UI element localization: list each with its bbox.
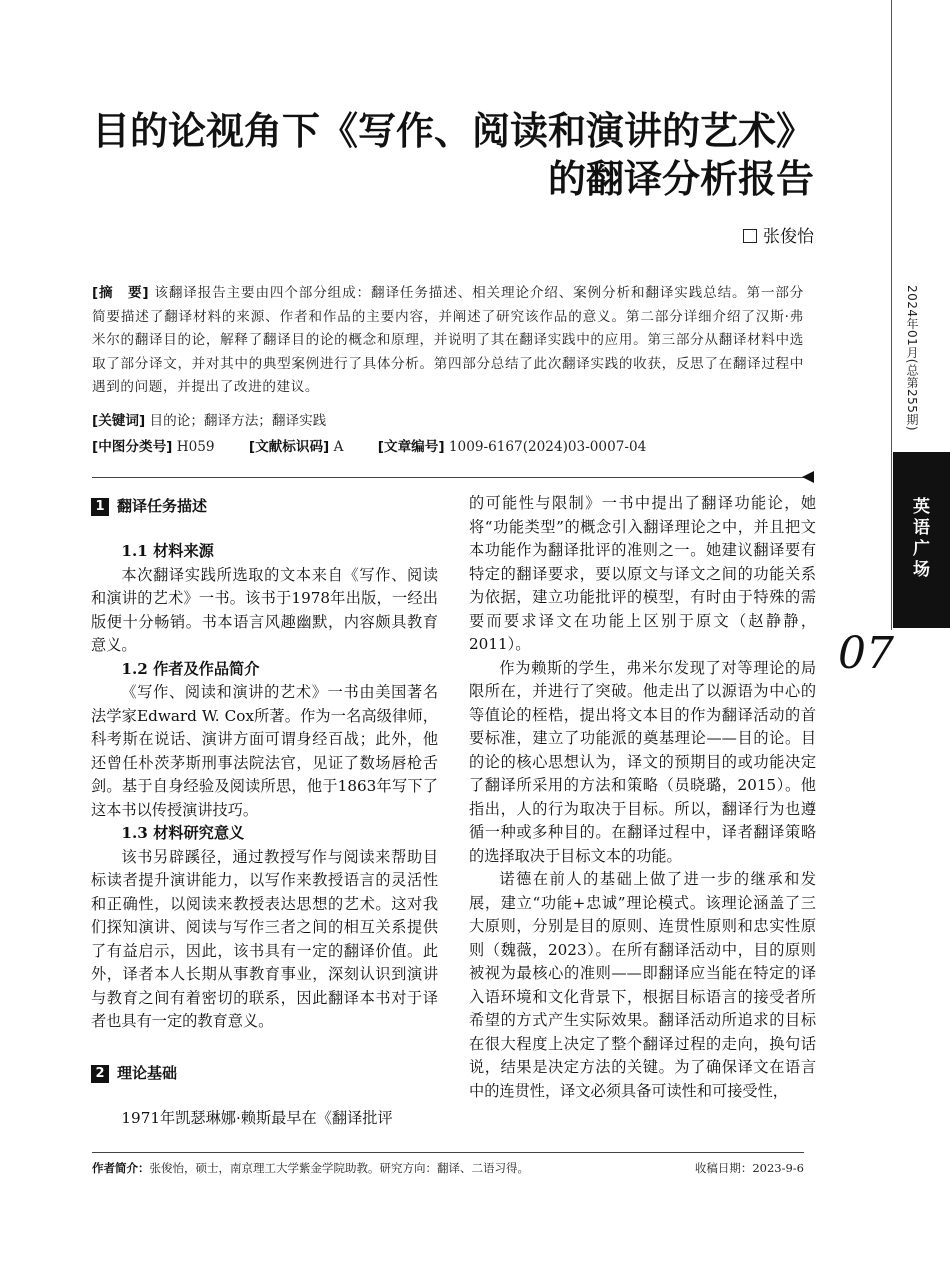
doc-code-label: [文献标识码] [248,439,330,455]
section-heading-1 [91,492,438,520]
received-date: 收稿日期：2023-9-6 [694,1161,804,1175]
clc-value: H059 [176,439,215,455]
subheading-1-2: 1.2 作者及作品简介 [121,659,260,678]
footer-divider [92,1152,804,1153]
doc-code-value: A [333,439,344,455]
article-title-line2: 的翻译分析报告 [547,157,814,201]
section-tab [893,452,950,628]
page-number: 07 [838,628,894,679]
section-title-1: 翻译任务描述 [117,497,208,515]
paragraph: 诺德在前人的基础上做了进一步的继承和发展，建立“功能+忠诚”理论模式。该理论涵盖了三大原则，分别是目的原则、连贯性原则和忠实性原则（魏薇，2023）。在所有翻译活动中，目的原则被视为最核心的准则——即翻译应当能在特定的译入语环境和文化背景下，根据目标语言的接受者所希望的方式产生实际效果。翻译活动所追求的目标在很大程度上决定了整个翻译过程的走向，换句话说，结果是决定方法的关键。为了确保译文在语言中的连贯性，译文必须具备可读性和可接受性， [469,870,816,1100]
paragraph: 本次翻译实践所选取的文本来自《写作、阅读和演讲的艺术》一书。该书于1978年出版，一经出版便十分畅销。书本语言风趣幽默，内容颇具教育意义。 [91,565,438,654]
right-column [469,492,816,1103]
issue-date: 2024年01月(总第255期) [905,285,919,432]
author-line [743,222,814,247]
header-divider [92,477,804,478]
bio-text: 张俊怡，硕士，南京理工大学紫金学院助教。研究方向：翻译、二语习得。 [149,1161,529,1175]
author-box-icon [743,229,757,243]
section-tab-label: 英语广场 [909,497,929,581]
section-number-1: 1 [91,498,109,516]
section-title-2: 理论基础 [117,1063,178,1082]
divider-arrow-icon [802,471,814,483]
classification-row [92,436,804,460]
article-id-value: 1009-6167(2024)03-0007-04 [448,439,647,455]
paragraph: 该书另辟蹊径，通过教授写作与阅读来帮助目标读者提升演讲能力，以写作来教授语言的灵活性和正确性，以阅读来教授表达思想的艺术。这对我们探知演讲、阅读与写作三者之间的相互关系提供了有益启示，因此，该书具有一定的翻译价值。此外，译者本人长期从事教育事业，深刻认识到演讲与教育之间有着密切的联系，因此翻译本书对于译者也具有一定的教育意义。 [91,847,438,1030]
article-title-line1: 目的论视角下《写作、阅读和演讲的艺术》 [91,109,814,153]
abstract-label: [摘 要] [92,285,150,301]
paragraph: 《写作、阅读和演讲的艺术》一书由美国著名法学家Edward W. Cox所著。作为一名高级律师，科考斯在说话、演讲方面可谓身经百战；此外，他还曾任朴茨茅斯刑事法院法官，见证了数场唇枪舌剑。基于自身经验及阅读所思，他于1863年写下了这本书以传授演讲技巧。 [91,683,438,819]
paragraph: 1971年凯瑟琳娜·赖斯最早在《翻译批评 [121,1108,393,1127]
section-heading-2 [91,1059,438,1087]
abstract [92,282,804,400]
keywords-label: [关键词] [92,413,146,429]
paragraph: 作为赖斯的学生，弗米尔发现了对等理论的局限所在，并进行了突破。他走出了以源语为中心的等值论的桎梏，提出将文本目的作为翻译活动的首要标准，建立了功能派的奠基理论——目的论。目的论的核心思想认为，译文的预期目的或功能决定了翻译所采用的方法和策略（员晓璐，2015）。他指出，人的行为取决于目标。所以，翻译行为也遵循一种或多种目的。在翻译过程中，译者翻译策略的选择取决于目标文本的功能。 [469,658,816,865]
subheading-1-3: 1.3 材料研究意义 [121,824,245,842]
keywords [92,410,804,434]
clc-label: [中图分类号] [92,439,173,455]
left-column [91,492,438,1130]
keywords-text: 目的论；翻译方法；翻译实践 [149,413,327,429]
section-number-2: 2 [91,1065,109,1083]
abstract-text: 该翻译报告主要由四个部分组成：翻译任务描述、相关理论介绍、案例分析和翻译实践总结。第一部分简要描述了翻译材料的来源、作者和作品的主要内容，并阐述了研究该作品的意义。第二部分详细介绍了汉斯·弗米尔的翻译目的论，解释了翻译目的论的概念和原理，并说明了其在翻译实践中的应用。第三部分从翻译材料中选取了部分译文，并对其中的典型案例进行了具体分析。第四部分总结了此次翻译实践的收获，反思了在翻译过程中遇到的问题，并提出了改进的建议。 [92,285,804,395]
article-id-label: [文章编号] [377,439,445,455]
rail-divider [891,0,892,630]
paragraph: 的可能性与限制》一书中提出了翻译功能论，她将“功能类型”的概念引入翻译理论之中，并且把文本功能作为翻译批评的准则之一。她建议翻译要有特定的翻译要求，要以原文与译文之间的功能关系为依据，建立功能批评的模型，有时由于特殊的需要而要求译文在功能上区别于原文（赵静静，2011）。 [469,494,816,653]
footer [92,1160,804,1176]
bio-label: 作者简介： [92,1161,150,1175]
subheading-1-1: 1.1 材料来源 [121,542,214,560]
author-name: 张俊怡 [763,227,814,247]
